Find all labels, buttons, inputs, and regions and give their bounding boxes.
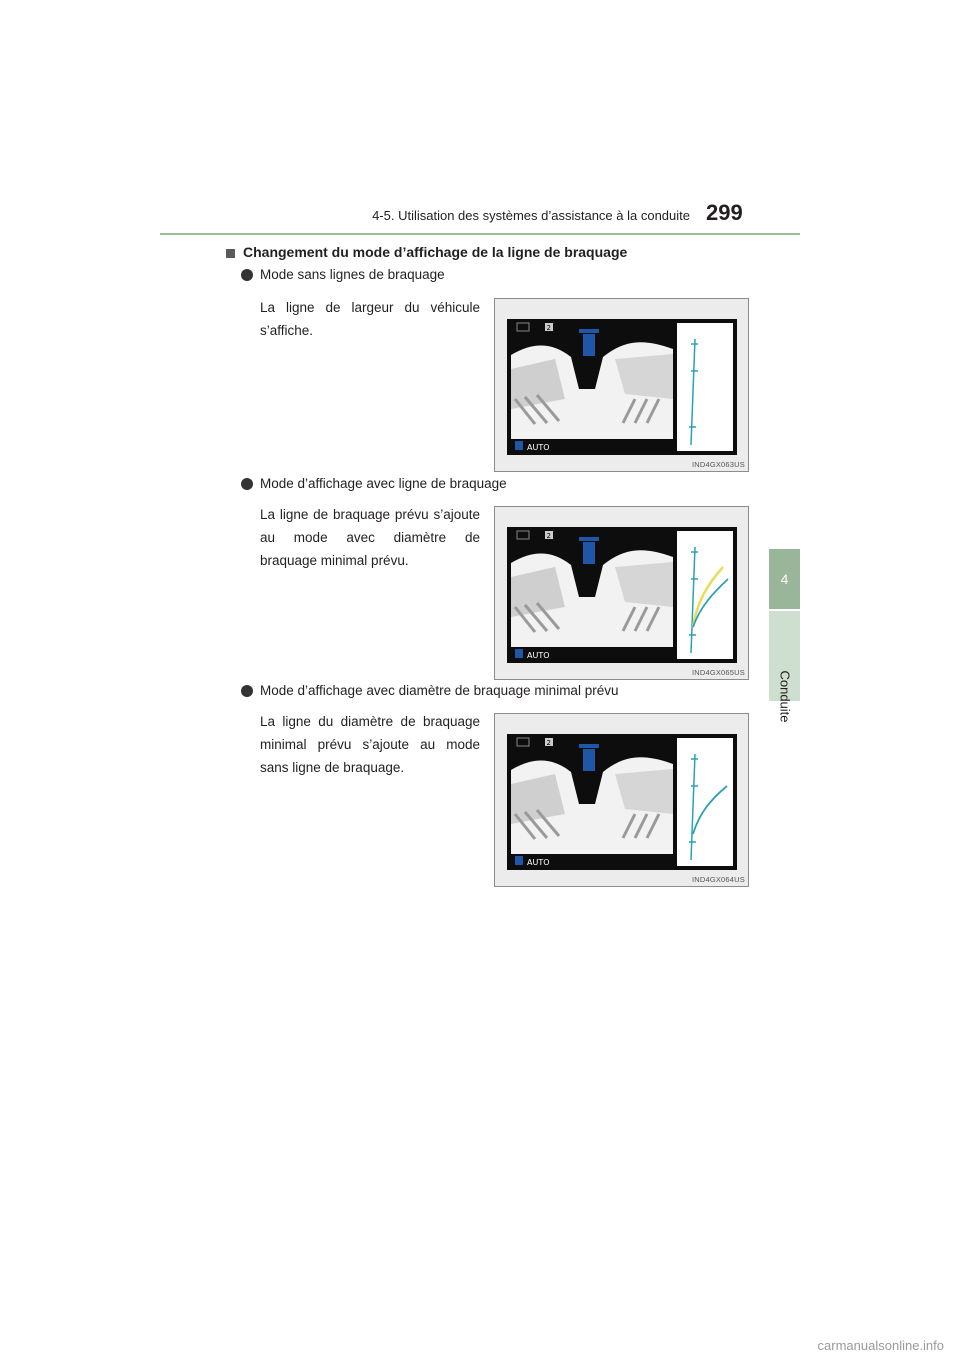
page-number: 299: [706, 200, 743, 225]
mode-description-1: La ligne de largeur du véhicule s’affiche.: [260, 300, 480, 338]
mode-title-2: Mode d’affichage avec ligne de braquage: [260, 476, 507, 491]
header-section-title: 4-5. Utilisation des systèmes d’assistance à la conduite: [372, 208, 690, 223]
chapter-label: Conduite: [777, 669, 793, 723]
figure-code-3: IND4GX064US: [691, 875, 745, 884]
section-heading: Changement du mode d’affichage de la ligne de braquage: [243, 244, 628, 260]
screen-auto-label: AUTO: [527, 443, 550, 452]
mode-description-3: La ligne du diamètre de braquage minimal prévu s’ajoute au mode sans ligne de braquage.: [260, 714, 480, 775]
mode-description-2: La ligne de braquage prévu s’ajoute au mode avec diamètre de braquage minimal prévu.: [260, 507, 480, 568]
camera-screen-illustration-1: [495, 299, 750, 473]
chapter-tab: [769, 549, 800, 609]
camera-screen-illustration-2: [495, 507, 750, 681]
chapter-number: 4: [780, 571, 789, 587]
indicator-number: 2: [546, 739, 551, 747]
chapter-label-container: [770, 656, 800, 736]
figure-1: [494, 298, 749, 472]
figure-code-1: IND4GX063US: [691, 460, 745, 469]
mode-title-1: Mode sans lignes de braquage: [260, 267, 445, 282]
screen-auto-label: AUTO: [527, 858, 550, 867]
indicator-number: 2: [546, 532, 551, 540]
bullet-icon: [241, 478, 253, 490]
screen-auto-label: AUTO: [527, 651, 550, 660]
bullet-icon: [241, 269, 253, 281]
bullet-icon: [241, 685, 253, 697]
figure-code-2: IND4GX065US: [691, 668, 745, 677]
header-rule: [160, 233, 800, 235]
mode-title-3: Mode d’affichage avec diamètre de braquage minimal prévu: [260, 683, 619, 698]
figure-2: [494, 506, 749, 680]
footer-watermark: carmanualsonline.info: [817, 1338, 944, 1353]
indicator-number: 2: [546, 324, 551, 332]
camera-screen-illustration-3: [495, 714, 750, 888]
square-bullet-icon: [226, 249, 235, 258]
figure-3: [494, 713, 749, 887]
